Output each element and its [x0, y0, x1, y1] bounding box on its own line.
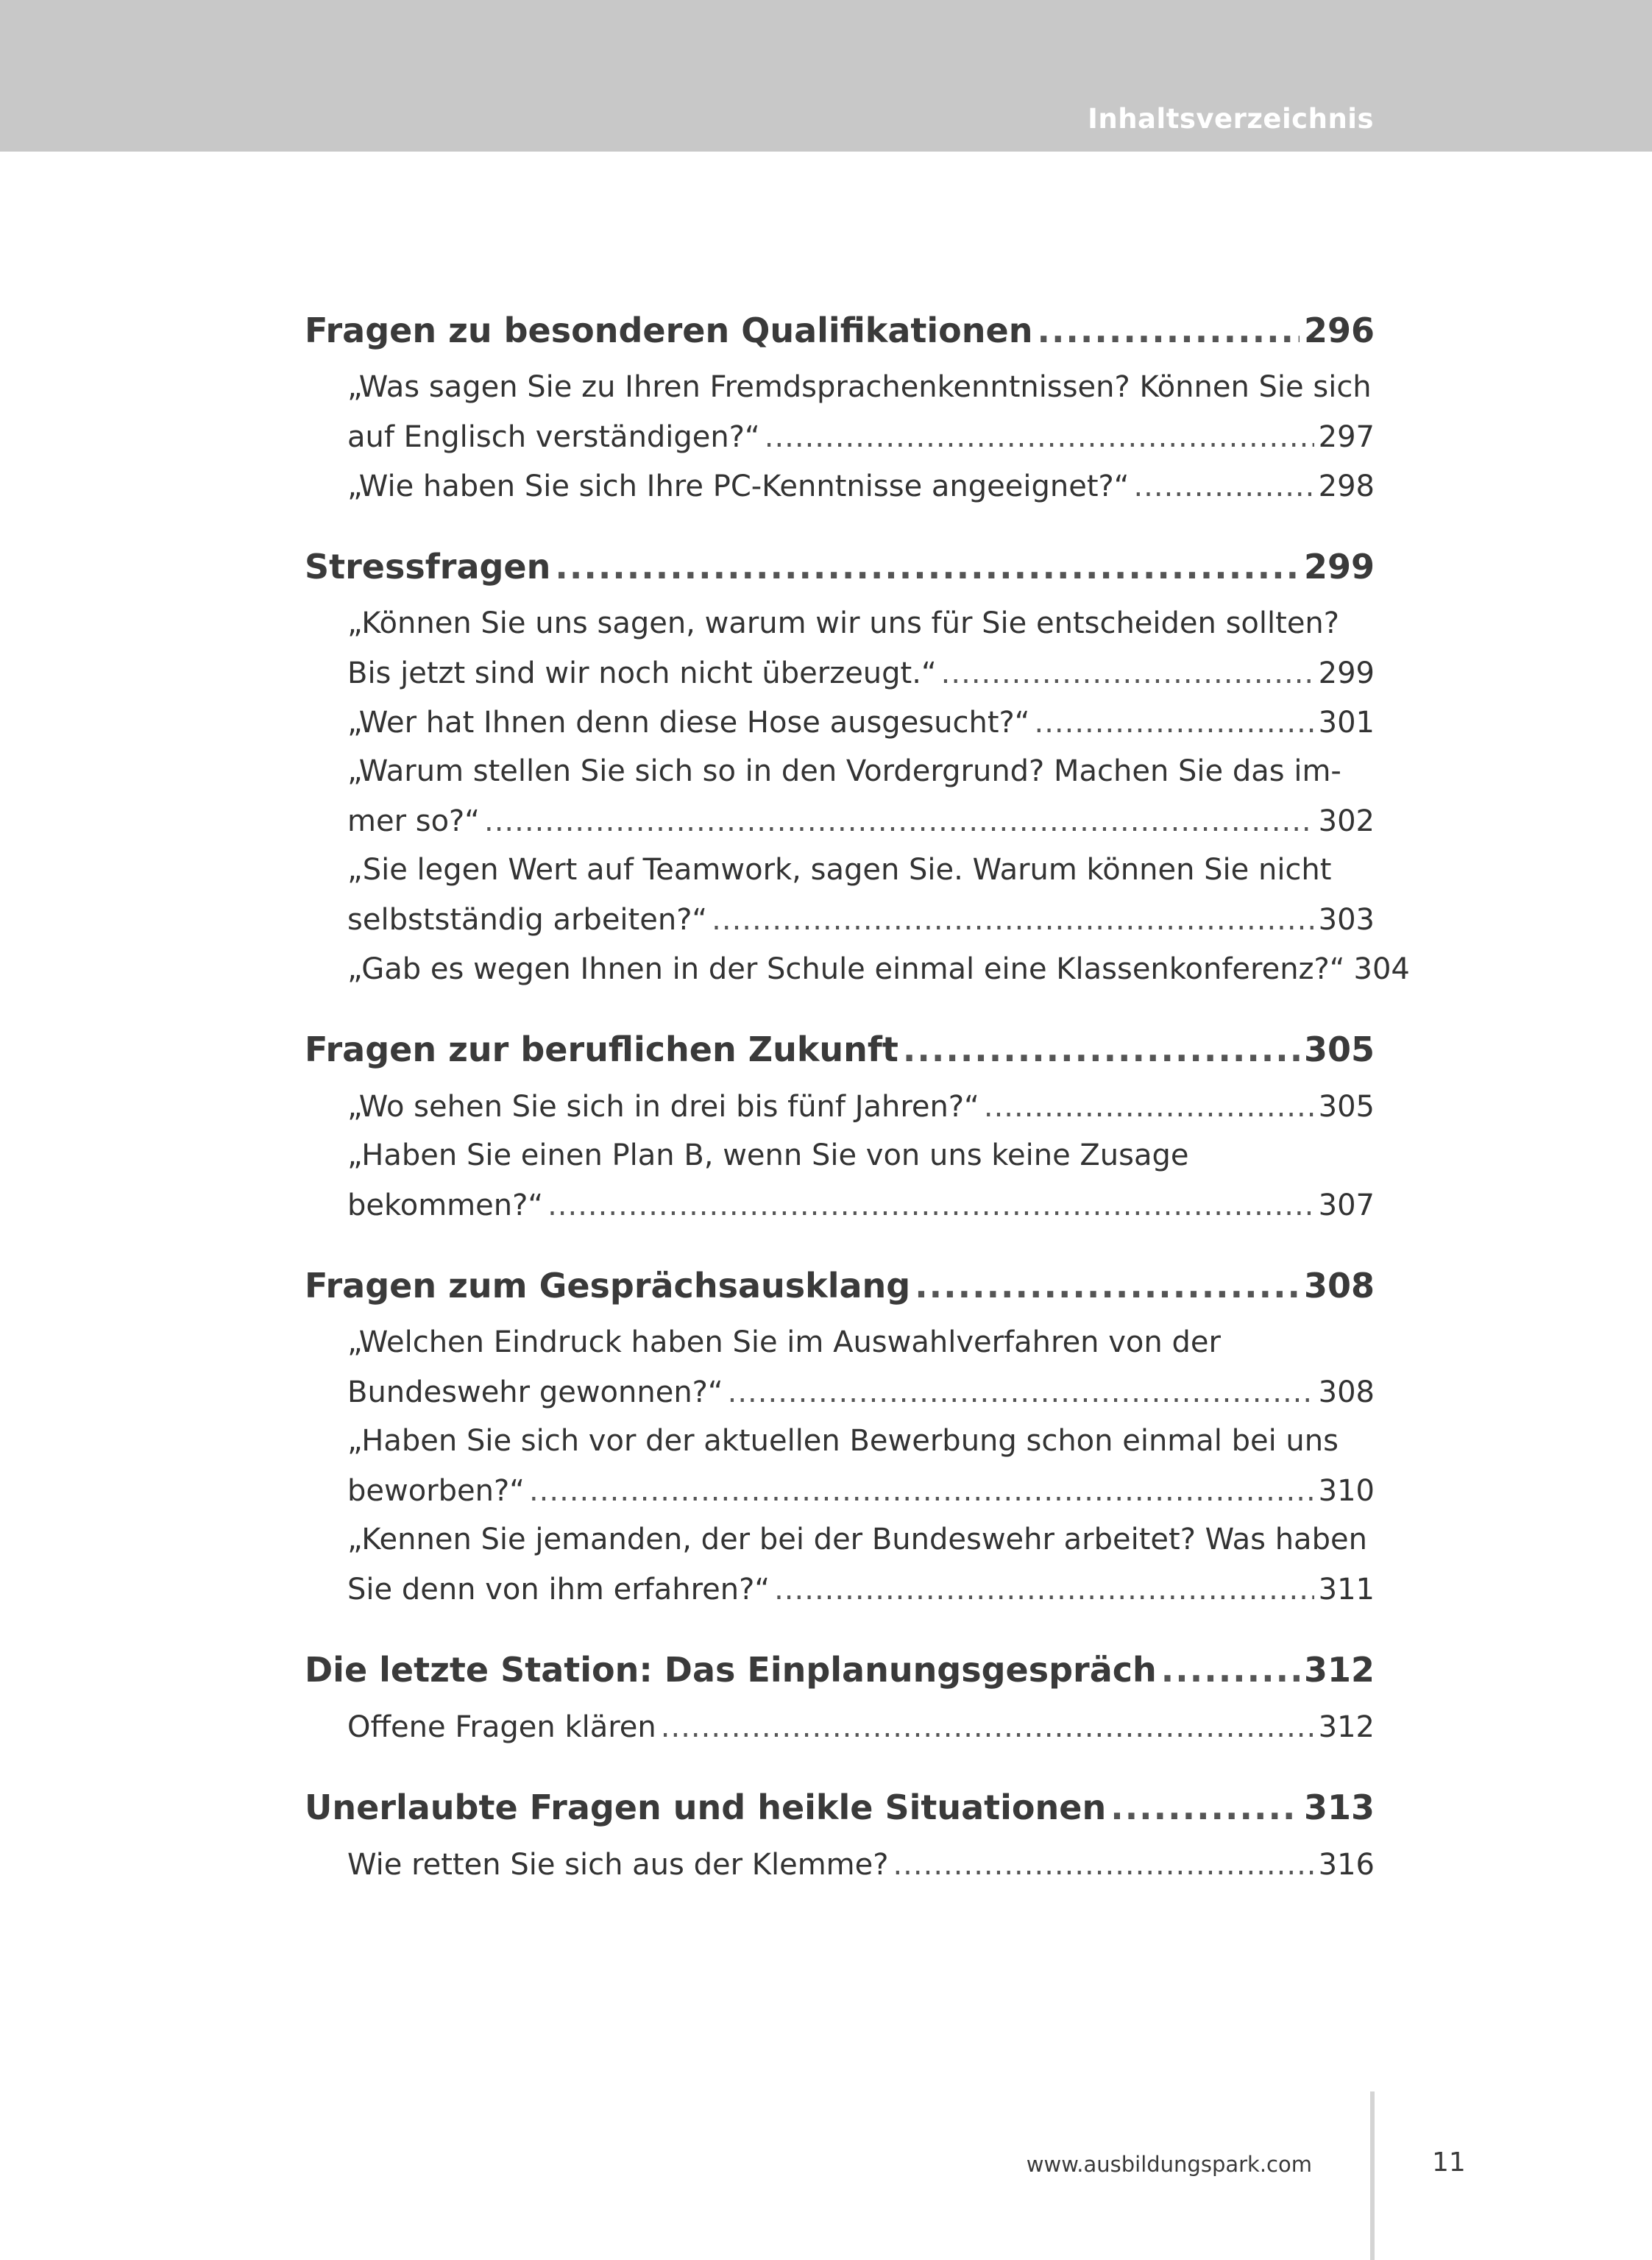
- toc-entry[interactable]: [305, 1131, 1375, 1230]
- toc-entry[interactable]: [305, 747, 1375, 846]
- toc-section-heading[interactable]: [305, 1637, 1375, 1702]
- section-page-number: 308: [1303, 1266, 1375, 1306]
- dot-leader: [941, 656, 1314, 690]
- toc-entry[interactable]: [305, 846, 1375, 944]
- dot-leader: [984, 1090, 1314, 1124]
- entry-text-line: bekommen?“: [347, 1188, 544, 1222]
- dot-leader: [774, 1573, 1314, 1607]
- entry-text-line: auf Englisch verständigen?“: [347, 419, 760, 454]
- toc-entry[interactable]: [305, 1082, 1375, 1131]
- entry-page-number: 299: [1318, 656, 1375, 690]
- entry-last-line: [347, 1840, 1375, 1889]
- toc-entry[interactable]: [305, 1318, 1375, 1417]
- header-band: [0, 0, 1652, 152]
- entry-last-line: [347, 461, 1375, 511]
- toc-entry[interactable]: [305, 1702, 1375, 1751]
- toc-section: [305, 298, 1375, 511]
- entry-text-line: „Haben Sie sich vor der aktuellen Bewerbung schon einmal bei uns: [347, 1424, 1339, 1458]
- dot-leader: [712, 903, 1314, 937]
- entry-text-line: „Welchen Eindruck haben Sie im Auswahlverfahren von der: [347, 1325, 1221, 1359]
- toc-entry[interactable]: [305, 1417, 1375, 1515]
- toc-entry[interactable]: [305, 461, 1375, 511]
- section-title: Die letzte Station: Das Einplanungsgespräch: [305, 1650, 1157, 1690]
- toc-entry[interactable]: [305, 944, 1410, 993]
- entry-text-line: „Gab es wegen Ihnen in der Schule einmal eine Klassenkonferenz?“: [347, 952, 1345, 986]
- footer-url[interactable]: www.ausbildungspark.com: [1026, 2152, 1312, 2177]
- dot-leader: [903, 1030, 1300, 1069]
- section-page-number: 296: [1303, 311, 1375, 350]
- footer-page-number: 11: [1432, 2147, 1466, 2178]
- toc-section: [305, 1775, 1375, 1889]
- entry-text-line: „Haben Sie einen Plan B, wenn Sie von uns keine Zusage: [347, 1138, 1189, 1172]
- section-title: Fragen zur beruflichen Zukunft: [305, 1030, 898, 1069]
- toc-section: [305, 1637, 1375, 1751]
- entry-text-line: Bundeswehr gewonnen?“: [347, 1375, 723, 1409]
- entry-text-line: Bis jetzt sind wir noch nicht überzeugt.“: [347, 656, 937, 690]
- toc-entry[interactable]: [305, 698, 1375, 747]
- entry-page-number: 301: [1318, 705, 1375, 740]
- section-title: Stressfragen: [305, 547, 551, 587]
- toc-section-heading[interactable]: [305, 1017, 1375, 1082]
- entry-page-number: 297: [1318, 419, 1375, 454]
- table-of-contents: [305, 298, 1410, 1913]
- dot-leader: [1034, 706, 1314, 740]
- entry-last-line: [347, 796, 1375, 846]
- entry-page-number: 312: [1318, 1710, 1375, 1744]
- entry-page-number: 311: [1318, 1572, 1375, 1607]
- entry-page-number: 305: [1318, 1089, 1375, 1124]
- dot-leader: [547, 1189, 1314, 1222]
- section-page-number: 313: [1303, 1788, 1375, 1827]
- section-title: Unerlaubte Fragen und heikle Situationen: [305, 1788, 1107, 1827]
- entry-last-line: [347, 648, 1375, 698]
- toc-section-heading[interactable]: [305, 1775, 1375, 1840]
- entry-page-number: 307: [1318, 1188, 1375, 1222]
- entry-page-number: 298: [1318, 469, 1375, 503]
- entry-text-line: „Sie legen Wert auf Teamwork, sagen Sie. Warum können Sie nicht: [347, 853, 1332, 887]
- entry-last-line: [347, 1082, 1375, 1131]
- toc-section: [305, 534, 1410, 993]
- entry-page-number: 303: [1318, 902, 1375, 937]
- entry-last-line: [347, 698, 1375, 747]
- entry-text-line: Offene Fragen klären: [347, 1710, 656, 1744]
- toc-section: [305, 1017, 1375, 1230]
- toc-entry[interactable]: [305, 1840, 1375, 1889]
- entry-page-number: 316: [1318, 1847, 1375, 1882]
- entry-text-line: Wie retten Sie sich aus der Klemme?: [347, 1847, 889, 1882]
- entry-last-line: [347, 1180, 1375, 1230]
- entry-last-line: [347, 1367, 1375, 1417]
- dot-leader: [1037, 311, 1299, 350]
- entry-last-line: [347, 412, 1375, 461]
- entry-text-line: „Wie haben Sie sich Ihre PC-Kenntnisse angeeignet?“: [347, 469, 1130, 503]
- dot-leader: [1133, 470, 1314, 503]
- toc-section-heading[interactable]: [305, 534, 1375, 599]
- toc-section-heading[interactable]: [305, 298, 1375, 363]
- dot-leader: [893, 1848, 1314, 1882]
- dot-leader: [915, 1266, 1300, 1306]
- entry-page-number: 302: [1318, 804, 1375, 838]
- entry-last-line: [347, 895, 1375, 944]
- entry-text-line: Sie denn von ihm erfahren?“: [347, 1572, 770, 1607]
- section-page-number: 312: [1303, 1650, 1375, 1690]
- section-title: Fragen zum Gesprächsausklang: [305, 1266, 911, 1306]
- dot-leader: [728, 1375, 1314, 1409]
- entry-text-line: selbstständig arbeiten?“: [347, 902, 708, 937]
- section-page-number: 299: [1303, 547, 1375, 587]
- entry-text-line: beworben?“: [347, 1473, 525, 1508]
- toc-entry[interactable]: [305, 599, 1375, 698]
- entry-page-number: 308: [1318, 1375, 1375, 1409]
- toc-section-heading[interactable]: [305, 1253, 1375, 1318]
- dot-leader: [555, 547, 1300, 587]
- entry-text-line: „Wo sehen Sie sich in drei bis fünf Jahren?“: [347, 1089, 979, 1124]
- toc-section: [305, 1253, 1375, 1614]
- entry-page-number: 304: [1353, 952, 1410, 986]
- entry-last-line: [347, 1466, 1375, 1515]
- entry-text-line: mer so?“: [347, 804, 480, 838]
- footer-divider: [1370, 2091, 1375, 2260]
- entry-last-line: [347, 1702, 1375, 1751]
- entry-last-line: [347, 1565, 1375, 1614]
- entry-page-number: 310: [1318, 1473, 1375, 1508]
- dot-leader: [529, 1474, 1314, 1508]
- section-title: Fragen zu besonderen Qualifikationen: [305, 311, 1033, 350]
- section-page-number: 305: [1303, 1030, 1375, 1069]
- dot-leader: [661, 1710, 1314, 1744]
- entry-text-line: „Wer hat Ihnen denn diese Hose ausgesucht?“: [347, 705, 1030, 740]
- entry-text-line: „Kennen Sie jemanden, der bei der Bundeswehr arbeitet? Was haben: [347, 1523, 1367, 1556]
- running-header-title: Inhaltsverzeichnis: [1088, 103, 1374, 135]
- entry-text-line: „Können Sie uns sagen, warum wir uns für Sie entscheiden sollten?: [347, 606, 1340, 640]
- dot-leader: [1161, 1650, 1300, 1690]
- entry-text-line: „Was sagen Sie zu Ihren Fremdsprachenkenntnissen? Können Sie sich: [347, 370, 1372, 404]
- dot-leader: [765, 420, 1314, 454]
- entry-last-line: [347, 944, 1410, 993]
- dot-leader: [484, 804, 1314, 838]
- toc-entry[interactable]: [305, 363, 1375, 461]
- toc-entry[interactable]: [305, 1515, 1375, 1614]
- dot-leader: [1110, 1788, 1300, 1827]
- entry-text-line: „Warum stellen Sie sich so in den Vordergrund? Machen Sie das im-: [347, 754, 1341, 788]
